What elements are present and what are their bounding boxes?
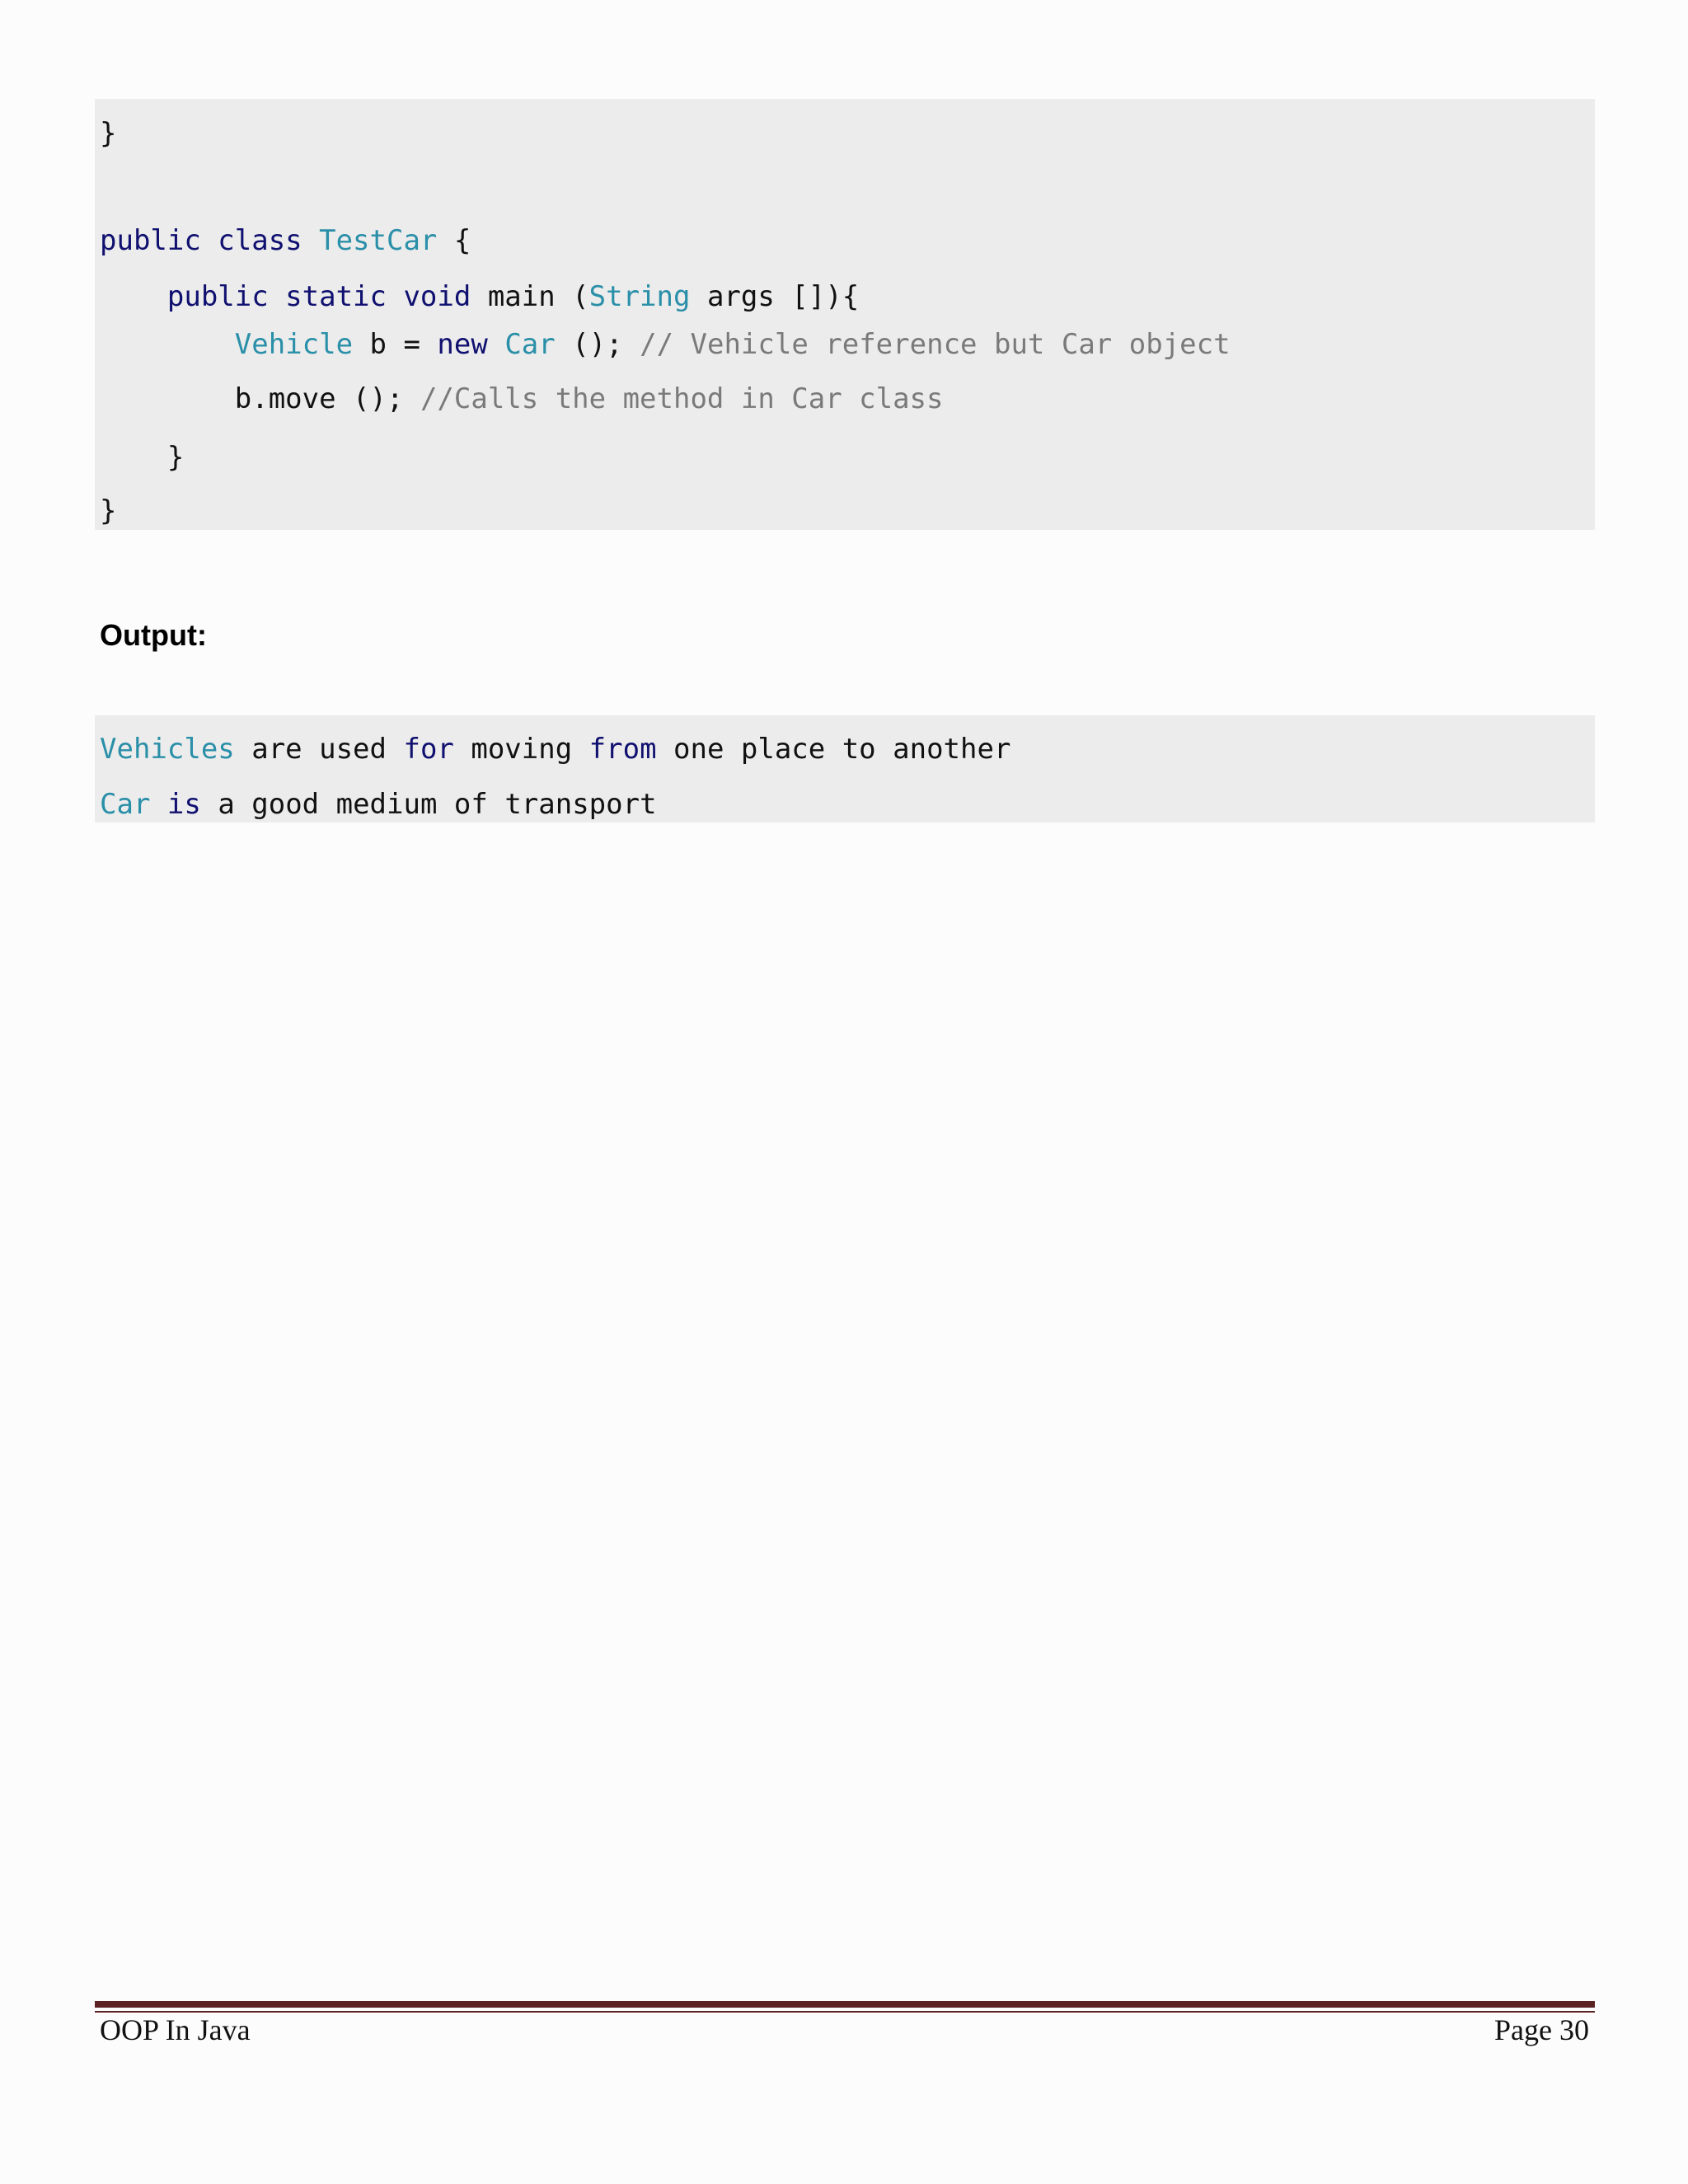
output-line-1 [100,729,1010,770]
code-line-7 [100,490,116,532]
code-line-6 [100,437,184,478]
code-block-main [95,99,1595,530]
code-line-2 [100,220,471,261]
output-line-2 [100,784,657,825]
code-token: { [437,224,471,257]
code-token: a good medium of transport [200,788,657,821]
code-token [100,328,235,361]
code-token: are used [234,733,404,766]
code-token-type: Car [504,328,556,361]
code-token: (); [555,328,640,361]
code-token: b = [353,328,438,361]
code-token: b.move (); [100,382,420,415]
output-heading: Output: [100,618,207,652]
footer-divider-thin [95,2011,1595,2013]
code-token-type: Vehicle [234,328,354,361]
code-token-keyword: public static void [100,280,488,313]
code-line-1 [100,113,116,154]
code-token-keyword: is [166,788,201,821]
code-token-type: TestCar [319,224,438,257]
code-token-type: String [588,280,691,313]
code-token-type: Vehicles [100,733,235,766]
code-token-type: Car [100,788,151,821]
code-token: one place to another [656,733,1011,766]
code-token: } [100,494,117,527]
code-comment: // Vehicle reference but Car object [640,328,1231,361]
footer-divider [95,2001,1595,2008]
code-comment: //Calls the method in Car class [420,382,944,415]
code-token-keyword: from [588,733,657,766]
code-token: } [100,117,117,150]
code-token-keyword: for [403,733,454,766]
code-line-5 [100,378,944,419]
code-line-3 [100,276,859,317]
code-token-keyword: public class [100,224,320,257]
code-line-4 [100,324,1231,365]
code-token [150,788,166,821]
code-token [488,328,504,361]
code-token: args []){ [690,280,860,313]
code-token: } [100,441,185,474]
code-block-output [95,715,1595,823]
page-number: Page 30 [1494,2013,1589,2046]
footer-title: OOP In Java [100,2013,251,2046]
code-token: moving [453,733,589,766]
code-token-keyword: new [437,328,488,361]
code-token: main ( [487,280,589,313]
